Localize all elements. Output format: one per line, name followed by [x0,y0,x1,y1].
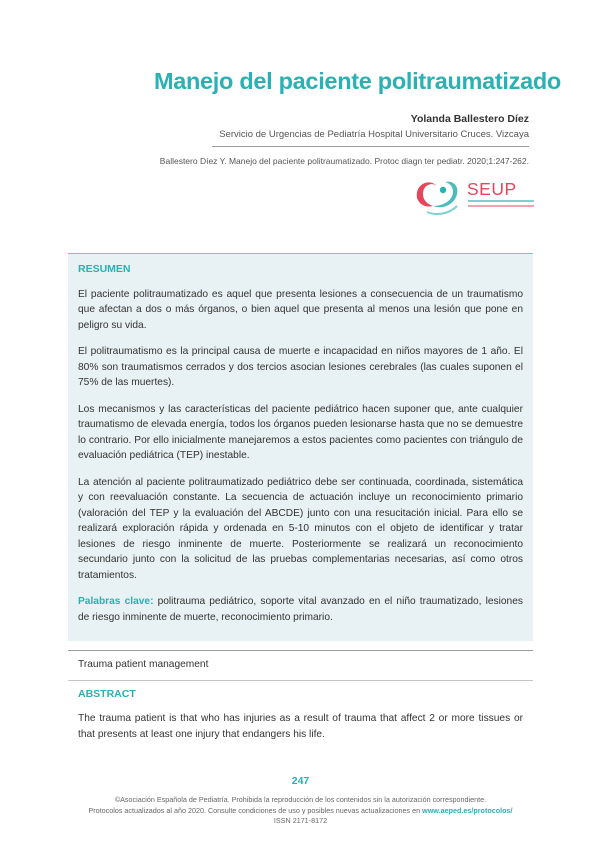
resumen-heading: RESUMEN [78,263,131,275]
resumen-box [68,253,533,641]
keywords-label: Palabras clave: [78,596,154,607]
keywords-text: politrauma pediátrico, soporte vital avanzado en el niño traumatizado, lesiones de riesgo inminente de muerte, reconocimiento primario. [78,596,523,623]
resumen-paragraph: El paciente politraumatizado es aquel que presenta lesiones a consecuencia de un traumatismo que afectan a dos o más órganos, o bien aquel que presenta al menos una lesión que pone en peligro su vida. [78,288,523,331]
page-title: Manejo del paciente politraumatizado [153,68,561,94]
logo-subtitle-line [468,200,534,202]
header-divider [212,146,529,147]
resumen-paragraph: La atención al paciente politraumatizado pediátrico debe ser continuada, coordinada, sistemática y con reevaluación constante. La secuencia de actuación incluye un reconocimiento primario (valoración del TEP y la evaluación del ABCDE) junto con una resucitación inicial. Para ello se realizará exploración rápida y ordenada en 5-10 minutos con el objeto de identificar y tratar lesiones de riesgo inminente de muerte. Posteriormente se realizará un reconocimiento secundario junto con la solicitud de las pruebas complementarias necesarias, así como otros tratamientos. [78,476,523,581]
issn: ISSN 2171-8172 [273,816,328,825]
page-number: 247 [291,775,310,787]
abstract-paragraph: The trauma patient is that who has injuries as a result of trauma that affect 2 or more tissues or that presents at least one injury that endangers his life. [78,713,523,740]
logo-subtitle-line [468,205,534,207]
resumen-paragraph: El politraumatismo es la principal causa de muerte e incapacidad en niños mayores de 1 año. El 80% son traumatismos cerrados y dos tercios asocian lesiones cerebrales (las cuales suponen el 75% de las muertes). [78,346,523,388]
section-divider [68,680,533,681]
seup-logo-text: SEUP [467,179,517,199]
keywords [78,594,523,625]
english-abstract [68,650,533,742]
resumen-paragraph: Los mecanismos y las características del paciente pediátrico hacen suponer que, ante cualquier traumatismo de elevada energía, todos los órganos pueden lesionarse hasta que no se demuestre lo contrario. Por ello inicialmente manejaremos a estos pacientes como pacientes con triángulo de evaluación pediátrica (TEP) inestable. [78,403,523,461]
protocols-link[interactable]: www.aeped.es/protocolos/ [422,805,513,815]
abstract-heading: ABSTRACT [78,687,136,700]
seup-logo [413,176,533,216]
author-name: Yolanda Ballestero Díez [410,113,529,125]
copyright-notice: ©Asociación Española de Pediatría. Prohibida la reproducción de los contenidos sin la autorización correspondiente. [114,795,487,804]
citation: Ballestero Díez Y. Manejo del paciente politraumatizado. Protoc diagn ter pediatr. 2020;1:247-262. [159,156,529,166]
page-footer [0,795,601,827]
author-affiliation: Servicio de Urgencias de Pediatría Hospital Universitario Cruces. Vizcaya [219,129,529,140]
protocol-notice: Protocolos actualizados al año 2020. Consulte condiciones de uso y posibles nuevas actualizaciones en www.aeped.es/protocolos/ [88,805,513,815]
seup-emblem-icon [413,176,465,216]
english-title: Trauma patient management [78,659,209,670]
